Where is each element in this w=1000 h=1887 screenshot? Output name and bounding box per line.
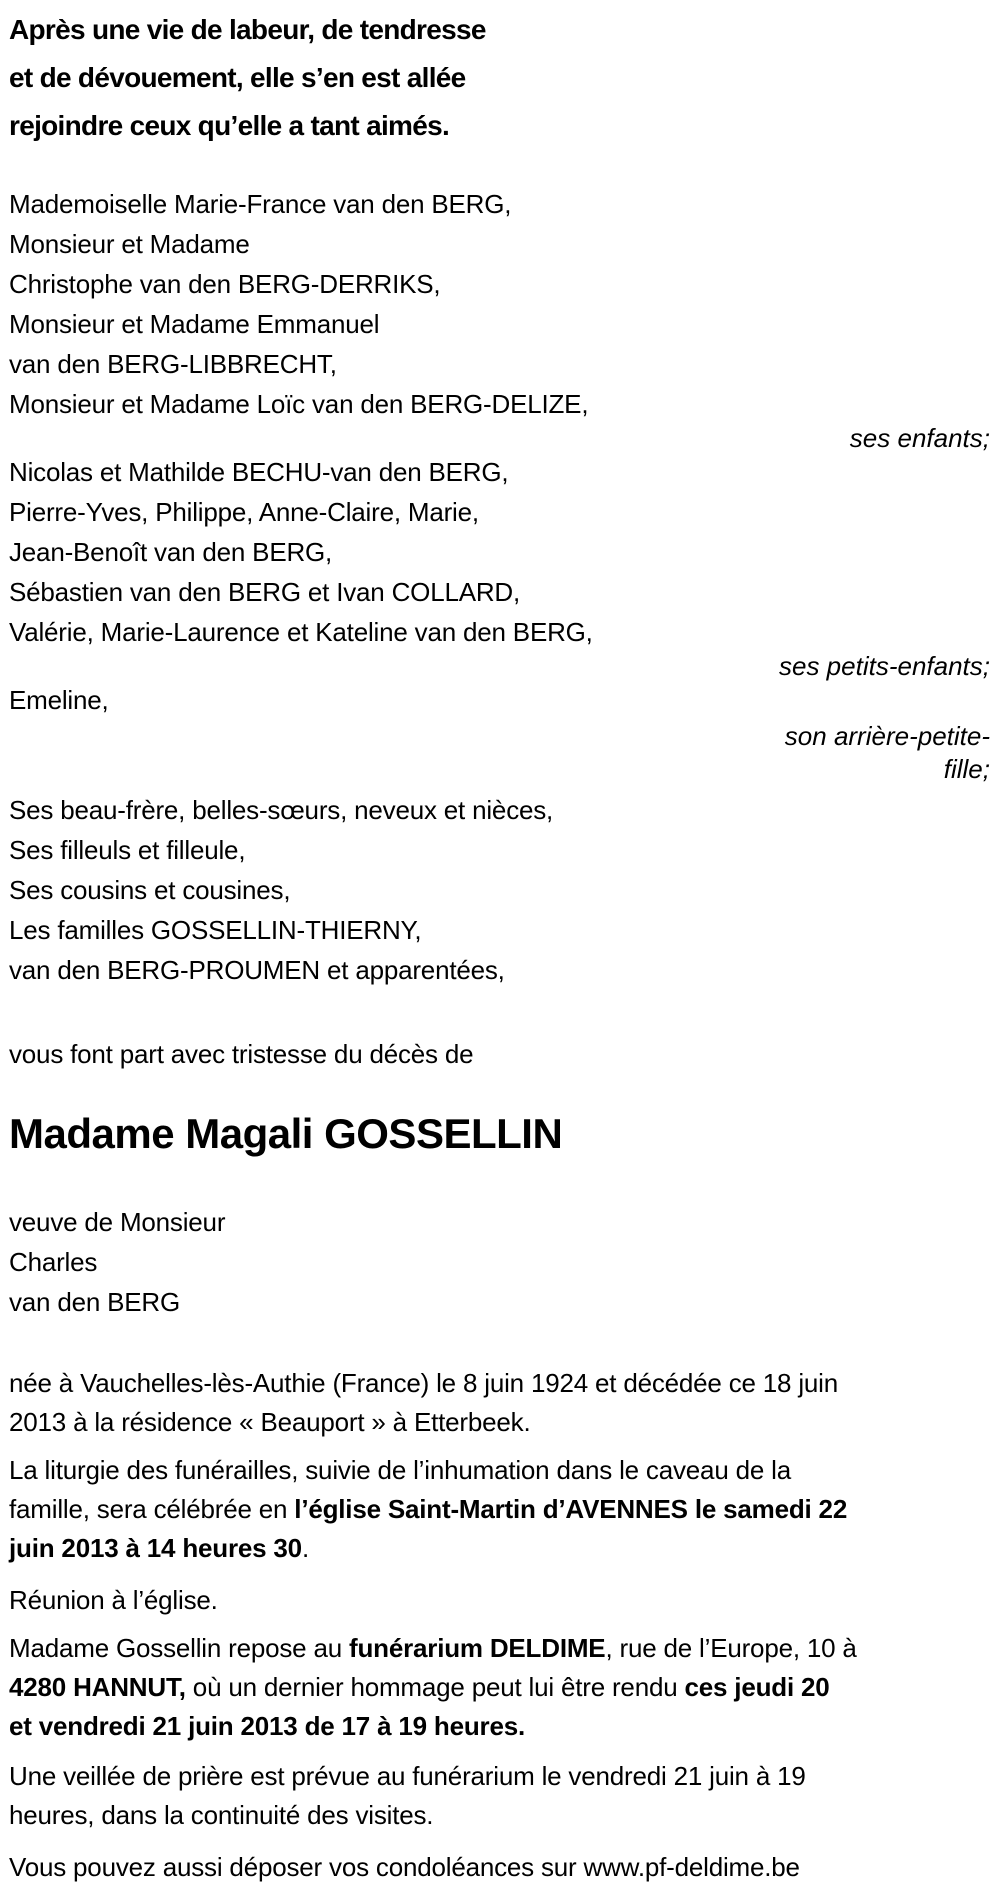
paragraph-line bbox=[9, 1848, 990, 1887]
mourner-line: Valérie, Marie-Laurence et Kateline van den BERG, bbox=[9, 617, 593, 647]
mourners-section bbox=[9, 184, 990, 990]
children-relation-label: ses enfants; bbox=[849, 423, 990, 453]
mourner-line: Ses cousins et cousines, bbox=[9, 875, 291, 905]
widow-of-line: van den BERG bbox=[9, 1287, 181, 1317]
obituary-page bbox=[9, 0, 990, 1887]
funeral-text: famille, sera célébrée en bbox=[9, 1494, 295, 1524]
widow-of-line: veuve de Monsieur bbox=[9, 1207, 226, 1237]
announcement-text: vous font part avec tristesse du décès de bbox=[9, 1039, 474, 1069]
relation-label-line: son arrière-petite- bbox=[784, 721, 990, 751]
condolences-text: Vous pouvez aussi déposer vos condoléances sur bbox=[9, 1852, 584, 1882]
funeral-church-highlight: l’église Saint-Martin d’AVENNES le samedi 22 bbox=[294, 1494, 848, 1524]
great-grandchild-relation-label bbox=[9, 720, 990, 786]
mourner-line: Nicolas et Mathilde BECHU-van den BERG, bbox=[9, 457, 509, 487]
intro-line: Après une vie de labeur, de tendresse bbox=[9, 14, 486, 45]
mourner-line: van den BERG-LIBBRECHT, bbox=[9, 349, 337, 379]
mourner-line: Christophe van den BERG-DERRIKS, bbox=[9, 269, 441, 299]
paragraph-line bbox=[9, 1668, 990, 1707]
mourner-line: Sébastien van den BERG et Ivan COLLARD, bbox=[9, 577, 521, 607]
condolences-url[interactable]: www.pf-deldime.be bbox=[583, 1852, 800, 1882]
funerarium-highlight: funérarium DELDIME bbox=[349, 1633, 606, 1663]
paragraph-line: Réunion à l’église. bbox=[9, 1585, 218, 1615]
repose-text: Madame Gossellin repose au bbox=[9, 1633, 350, 1663]
paragraph-line: Une veillée de prière est prévue au funérarium le vendredi 21 juin à 19 bbox=[9, 1761, 806, 1791]
mourner-line: Les familles GOSSELLIN-THIERNY, bbox=[9, 915, 422, 945]
mourner-line: Monsieur et Madame bbox=[9, 229, 250, 259]
intro-line: et de dévouement, elle s’en est allée bbox=[9, 62, 466, 93]
vigil-paragraph bbox=[9, 1757, 990, 1835]
intro-line: rejoindre ceux qu’elle a tant aimés. bbox=[9, 110, 450, 141]
mourner-line: Monsieur et Madame Emmanuel bbox=[9, 309, 380, 339]
paragraph-line bbox=[9, 1529, 990, 1568]
paragraph-line bbox=[9, 1707, 990, 1746]
funeral-datetime-highlight: juin 2013 à 14 heures 30 bbox=[9, 1533, 302, 1563]
great-grandchild-list bbox=[9, 680, 990, 720]
widow-of-block bbox=[9, 1202, 990, 1322]
mourner-line: Ses beau-frère, belles-sœurs, neveux et nièces, bbox=[9, 795, 554, 825]
deceased-name: Madame Magali GOSSELLIN bbox=[9, 1110, 563, 1157]
intro-text bbox=[9, 0, 990, 150]
visit-days-highlight: et vendredi 21 juin 2013 de 17 à 19 heures. bbox=[9, 1711, 525, 1741]
mourner-line: Jean-Benoît van den BERG, bbox=[9, 537, 333, 567]
mourner-line: van den BERG-PROUMEN et apparentées, bbox=[9, 955, 505, 985]
funeral-paragraph bbox=[9, 1451, 990, 1568]
mourner-line: Emeline, bbox=[9, 685, 109, 715]
widow-of-line: Charles bbox=[9, 1247, 98, 1277]
grandchildren-list bbox=[9, 452, 990, 652]
funeral-text: . bbox=[301, 1533, 309, 1563]
paragraph-line: 2013 à la résidence « Beauport » à Etterbeek. bbox=[9, 1407, 531, 1437]
mourner-line: Mademoiselle Marie-France van den BERG, bbox=[9, 189, 512, 219]
mourner-line: Ses filleuls et filleule, bbox=[9, 835, 246, 865]
city-highlight: 4280 HANNUT, bbox=[9, 1672, 186, 1702]
birth-death-paragraph bbox=[9, 1364, 990, 1442]
condolences-paragraph bbox=[9, 1848, 990, 1887]
visit-days-highlight: ces jeudi 20 bbox=[684, 1672, 830, 1702]
repose-paragraph bbox=[9, 1629, 990, 1746]
details-section bbox=[9, 1364, 990, 1887]
meeting-paragraph bbox=[9, 1581, 990, 1620]
repose-text: où un dernier hommage peut lui être rendu bbox=[185, 1672, 685, 1702]
funeral-text: La liturgie des funérailles, suivie de l’inhumation dans le caveau de la bbox=[9, 1455, 791, 1485]
mourner-line: Monsieur et Madame Loïc van den BERG-DELIZE, bbox=[9, 389, 589, 419]
repose-text: , rue de l’Europe, 10 à bbox=[605, 1633, 857, 1663]
relation-label-line: fille; bbox=[943, 754, 990, 784]
mourner-line: Pierre-Yves, Philippe, Anne-Claire, Marie, bbox=[9, 497, 479, 527]
grandchildren-relation-label: ses petits-enfants; bbox=[779, 651, 990, 681]
paragraph-line bbox=[9, 1490, 990, 1529]
children-list bbox=[9, 184, 990, 424]
paragraph-line: née à Vauchelles-lès-Authie (France) le 8 juin 1924 et décédée ce 18 juin bbox=[9, 1368, 839, 1398]
paragraph-line bbox=[9, 1451, 990, 1490]
other-mourners-list bbox=[9, 790, 990, 990]
paragraph-line bbox=[9, 1629, 990, 1668]
paragraph-line: heures, dans la continuité des visites. bbox=[9, 1800, 434, 1830]
